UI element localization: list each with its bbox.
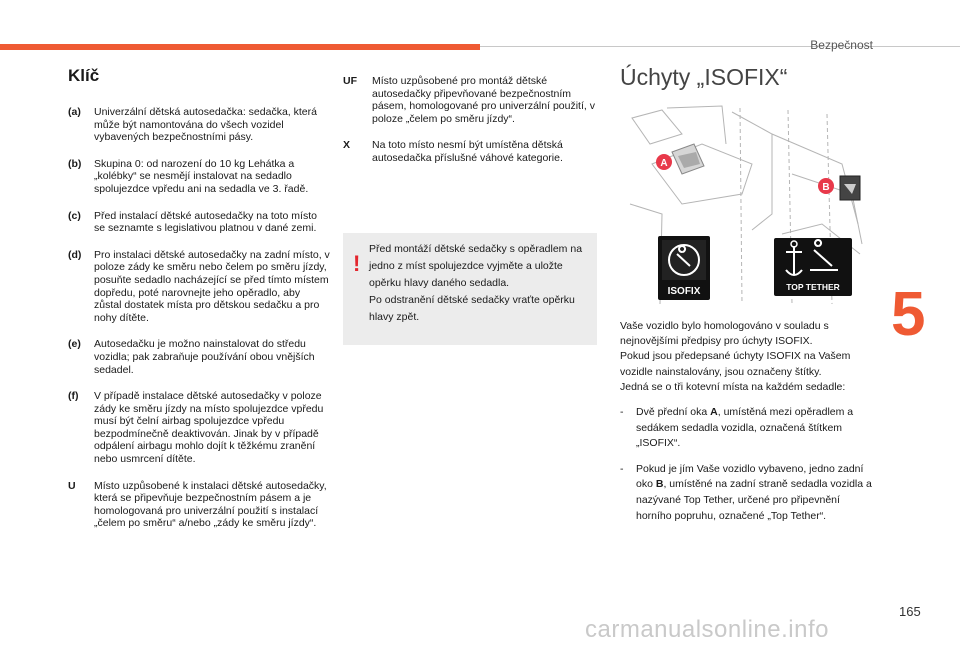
key-description: Pro instalaci dětské autosedačky na zadní místo, v poloze zády ke směru nebo čelem po směru jízdy, posuňte sedadlo nacházející se před tímto místem dopředu, poté narovnejte jeho opěradlo, aby zůstal dostatek místa pro dětskou sedačku a pro nohy dítěte.: [94, 248, 330, 324]
isofix-heading: Úchyty „ISOFIX“: [620, 64, 788, 90]
isofix-paragraph: [620, 319, 872, 395]
bullet-text-part: Dvě přední oka: [636, 406, 711, 419]
bullet-text-bold: A: [710, 406, 718, 419]
warning-text: [369, 241, 587, 326]
key-entry: [68, 210, 330, 235]
key-column-2: [343, 75, 603, 179]
bullet-dash: -: [620, 462, 624, 475]
key-code: X: [343, 139, 351, 152]
key-code: (b): [68, 157, 82, 170]
bullet-text-part: Pokud je jím Vaše vozidlo vybaveno, jedno zadní oko: [636, 462, 864, 491]
key-description: V případě instalace dětské autosedačky v poloze zády ke směru jízdy na místo spolujezdce vpředu musí být čelní airbag spolujezdce vpředu bezpodmínečně deaktivován. Jinak by v případě odpálení airbagu mohlo dojít k těžkému zranění nebo usmrcení dítěte.: [94, 390, 324, 466]
bullet-text-part: , umístěná mezi opěradlem a sedákem sedadla vozidla, označená štítkem „ISOFIX“.: [636, 406, 854, 450]
top-tether-anchor-b: [840, 176, 860, 200]
watermark: carmanualsonline.info: [585, 616, 829, 643]
key-description: Univerzální dětská autosedačka: sedačka, která může být namontována do všech vozidel vybavených bezpečnostními pásy.: [94, 106, 317, 144]
bullet-text-part: , umístěné na zadní straně sedadla vozidla a nazývané Top Tether, určené pro připevnění horního popruhu, označené „Top Tether“.: [636, 478, 872, 522]
warning-box: [343, 233, 597, 345]
chapter-number: 5: [891, 280, 926, 349]
bullet-text-bold: B: [655, 478, 664, 491]
header-accent-bar: [0, 44, 480, 50]
key-code: (f): [68, 390, 79, 403]
warning-exclamation-icon: !: [353, 251, 361, 276]
list-item: [620, 405, 872, 452]
key-description: Na toto místo nesmí být umístěna dětská autosedačka příslušné váhové kategorie.: [372, 139, 563, 164]
key-code: U: [68, 479, 76, 492]
key-code: (a): [68, 106, 81, 118]
header-rule: [480, 46, 960, 47]
key-entry: [343, 75, 603, 125]
isofix-text: [620, 319, 872, 534]
section-title: Bezpečnost: [810, 38, 873, 52]
key-entry: [68, 480, 330, 530]
isofix-para-3: Jedná se o tři kotevní místa na každém sedadle:: [620, 380, 846, 393]
bullet-text: [636, 405, 872, 452]
bullet-text: [636, 462, 872, 524]
key-description: Místo uzpůsobené pro montáž dětské autosedačky připevňované bezpečnostním pásem, homologované pro univerzální použití, v poloze „čelem po směru jízdy“.: [372, 75, 595, 125]
list-item: [620, 462, 872, 524]
warning-line: Před montáží dětské sedačky s opěradlem na jedno z míst spolujezdce vyjměte a uložte opěrku hlavy daného sedadla.: [369, 243, 583, 289]
key-description: Místo uzpůsobené k instalaci dětské autosedačky, která se připevňuje bezpečnostním pásem a je homologovaná pro univerzální použití s instalací „čelem po směru“ a/nebo „zády ke směru jízdy“.: [94, 479, 327, 530]
bullet-dash: -: [620, 406, 624, 419]
key-entry: [68, 249, 330, 325]
key-heading: Klíč: [68, 66, 100, 85]
isofix-illustration: [622, 104, 868, 312]
key-entry: [68, 338, 330, 376]
label-a: A: [660, 158, 668, 169]
warning-line: Po odstranění dětské sedačky vraťte opěrku hlavy zpět.: [369, 294, 575, 323]
key-entry: [343, 139, 603, 164]
key-description: Před instalací dětské autosedačky na toto místo se seznamte s legislativou platnou v dané zemi.: [94, 209, 317, 235]
key-code: UF: [343, 75, 357, 87]
isofix-para-2: Pokud jsou předepsané úchyty ISOFIX na Vašem vozidle nainstalovány, jsou označeny štítky.: [620, 350, 851, 378]
key-description: Skupina 0: od narození do 10 kg Lehátka a „kolébky“ se nesmějí instalovat na sedadlo spolujezdce vpředu ani na sedadla ve 3. řadě.: [94, 157, 309, 195]
isofix-badge: [658, 236, 710, 300]
key-entry: [68, 158, 330, 196]
key-column-1: [68, 66, 330, 544]
key-entry: [68, 106, 330, 144]
key-description: Autosedačku je možno nainstalovat do středu vozidla; pak zabraňuje používání obou vnějších sedadel.: [94, 338, 315, 376]
label-b: B: [822, 182, 830, 193]
key-code: (c): [68, 209, 81, 222]
page-number: 165: [899, 604, 921, 619]
top-tether-badge-label: TOP TETHER: [786, 282, 840, 292]
isofix-para-1: Vaše vozidlo bylo homologováno v souladu s nejnovějšími předpisy pro úchyty ISOFIX.: [620, 320, 829, 348]
isofix-badge-label: ISOFIX: [667, 286, 701, 297]
top-tether-badge: [774, 238, 852, 296]
key-code: (d): [68, 248, 82, 261]
key-entry: [68, 390, 330, 466]
key-code: (e): [68, 338, 81, 351]
